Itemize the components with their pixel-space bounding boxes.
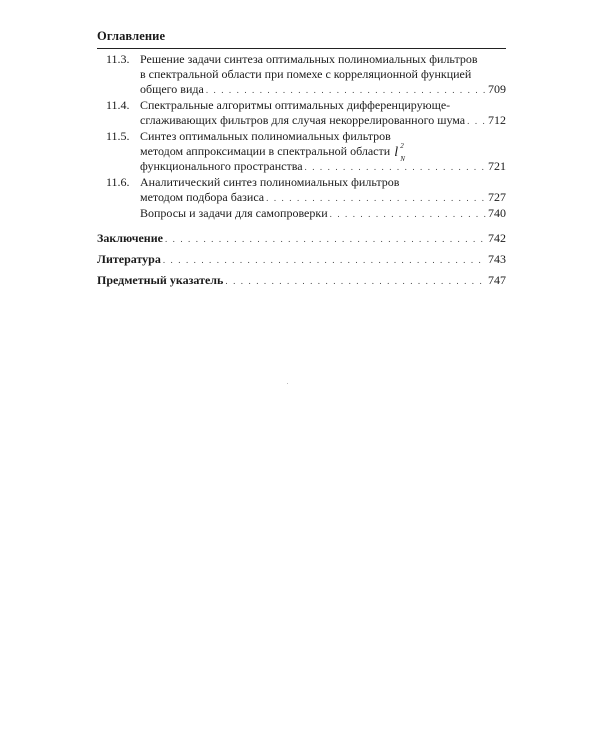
toc-entry-last-line bbox=[97, 228, 506, 249]
toc-entry-last-line bbox=[140, 113, 506, 129]
toc-page-number: 721 bbox=[488, 159, 506, 173]
toc-entry-11-3[interactable] bbox=[97, 52, 506, 98]
toc-page-number: 747 bbox=[488, 273, 506, 287]
table-of-contents bbox=[97, 52, 506, 291]
toc-entry-number: 11.3. bbox=[106, 52, 130, 66]
toc-entry-line: Синтез оптимальных полиномиальных фильтров bbox=[140, 129, 391, 143]
toc-entry-last-line bbox=[97, 249, 506, 270]
toc-entry-text: сглаживающих фильтров для случая некоррелированного шума bbox=[140, 113, 466, 127]
toc-entry-line: Спектральные алгоритмы оптимальных дифференцирующе- bbox=[140, 98, 451, 112]
toc-entry-last-line bbox=[140, 206, 506, 222]
leader-dots bbox=[467, 114, 486, 129]
toc-entry-text: общего вида bbox=[140, 82, 204, 96]
leader-dots bbox=[206, 83, 486, 98]
toc-entry-11-4[interactable] bbox=[97, 98, 506, 129]
scan-speck bbox=[287, 383, 288, 384]
toc-page-number: 740 bbox=[488, 206, 506, 220]
leader-dots bbox=[266, 191, 486, 206]
toc-entry-line: в спектральной области при помехе с корреляционной функцией bbox=[140, 67, 472, 81]
toc-page-number: 742 bbox=[488, 231, 506, 245]
toc-entry-11-5[interactable] bbox=[97, 129, 506, 175]
toc-entry-number: 11.4. bbox=[106, 98, 130, 112]
toc-entry-last-line bbox=[97, 270, 506, 291]
toc-entry-text: методом подбора базиса bbox=[140, 190, 265, 204]
leader-dots bbox=[163, 250, 486, 270]
header-title: Оглавление bbox=[97, 29, 166, 43]
toc-entry-text: Вопросы и задачи для самопроверки bbox=[140, 206, 328, 220]
toc-entry-11-6[interactable] bbox=[97, 175, 506, 206]
leader-dots bbox=[330, 207, 486, 222]
page-header bbox=[97, 27, 506, 49]
toc-entry-line: Решение задачи синтеза оптимальных полиномиальных фильтров bbox=[140, 52, 478, 66]
toc-entry-line-with-math bbox=[140, 142, 506, 163]
toc-entry-last-line bbox=[140, 159, 506, 175]
toc-entry-line: Аналитический синтез полиномиальных фильтров bbox=[140, 175, 400, 189]
toc-entry-line: методом аппроксимации в спектральной области bbox=[140, 144, 391, 158]
toc-main-title: Литература bbox=[97, 252, 161, 266]
toc-page-number: 743 bbox=[488, 252, 506, 266]
toc-entry-last-line bbox=[140, 190, 506, 206]
toc-page-number: 727 bbox=[488, 190, 506, 204]
leader-dots bbox=[165, 229, 486, 249]
toc-main-title: Предметный указатель bbox=[97, 273, 224, 287]
toc-entry-conclusion[interactable] bbox=[97, 228, 506, 249]
toc-main-title: Заключение bbox=[97, 231, 163, 245]
toc-entry-number: 11.5. bbox=[106, 129, 130, 143]
leader-dots bbox=[225, 271, 486, 291]
toc-entry-text: функционального пространства bbox=[140, 159, 303, 173]
toc-entry-last-line bbox=[140, 82, 506, 98]
toc-entry-literature[interactable] bbox=[97, 249, 506, 270]
leader-dots bbox=[305, 160, 486, 175]
toc-entry-number: 11.6. bbox=[106, 175, 130, 189]
toc-page-number: 712 bbox=[488, 113, 506, 127]
math-symbol-l2n: l 2 N bbox=[394, 142, 405, 163]
toc-entry-subject-index[interactable] bbox=[97, 270, 506, 291]
toc-page-number: 709 bbox=[488, 82, 506, 96]
toc-entry-questions[interactable] bbox=[97, 206, 506, 222]
